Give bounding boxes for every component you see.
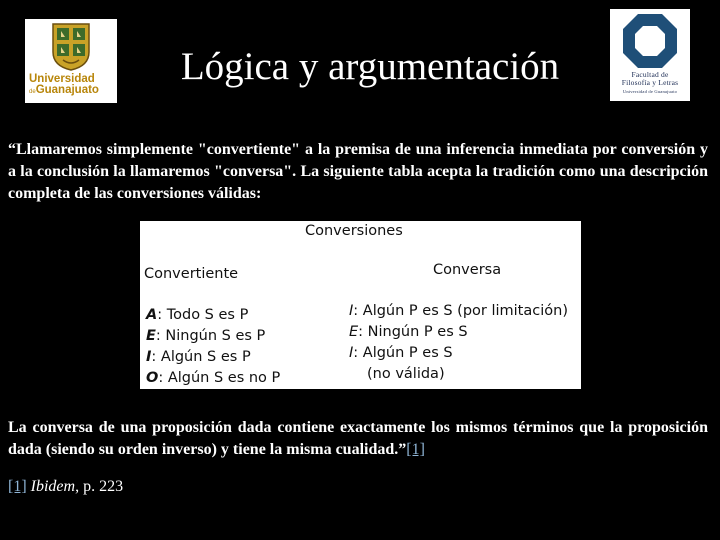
footnote-italic: Ibidem <box>30 478 76 495</box>
university-name-line1: Universidad <box>29 73 95 85</box>
faculty-name-line3: Universidad de Guanajuato <box>622 89 678 94</box>
col-header-conversa: Conversa <box>433 262 502 278</box>
col-header-convertiente: Convertiente <box>144 266 239 282</box>
slide-title: Lógica y argumentación <box>180 45 560 88</box>
table-row: I: Algún P es S (por limitación) <box>349 303 568 319</box>
faculty-name-line1: Facultad de <box>631 70 669 79</box>
conversions-table <box>140 221 581 389</box>
intro-paragraph: “Llamaremos simplemente "convertiente" a la premisa de una inferencia inmediata por conversión y a la conclusión la llamaremos "conversa". La siguiente tabla acepta la tradición como una descripción completa de las conversiones válidas: <box>8 141 708 202</box>
table-row: E: Ningún S es P <box>146 328 266 344</box>
conversa-column <box>349 301 568 385</box>
table-row: (no válida) <box>367 366 445 382</box>
faculty-name-line2: Filosofía y Letras <box>621 78 679 87</box>
footnote-backlink[interactable]: [1] <box>8 478 27 495</box>
footnote-link[interactable]: [1] <box>406 441 425 458</box>
table-row: O: Algún S es no P <box>146 370 281 386</box>
outro-paragraph <box>8 417 708 461</box>
table-row: E: Ningún P es S <box>349 324 468 340</box>
footnote-text: , p. 223 <box>75 478 124 495</box>
outro-text: La conversa de una proposición dada contiene exactamente los mismos términos que la proposición dada (siendo su orden inverso) y tiene la misma cualidad.” <box>8 419 708 458</box>
table-row: I: Algún S es P <box>146 349 251 365</box>
table-title: Conversiones <box>305 223 403 239</box>
university-name-line2: deGuanajuato <box>29 84 99 96</box>
table-row: A: Todo S es P <box>146 307 249 323</box>
footnote <box>8 478 123 496</box>
table-row: I: Algún P es S <box>349 345 453 361</box>
convertiente-column <box>146 305 280 389</box>
